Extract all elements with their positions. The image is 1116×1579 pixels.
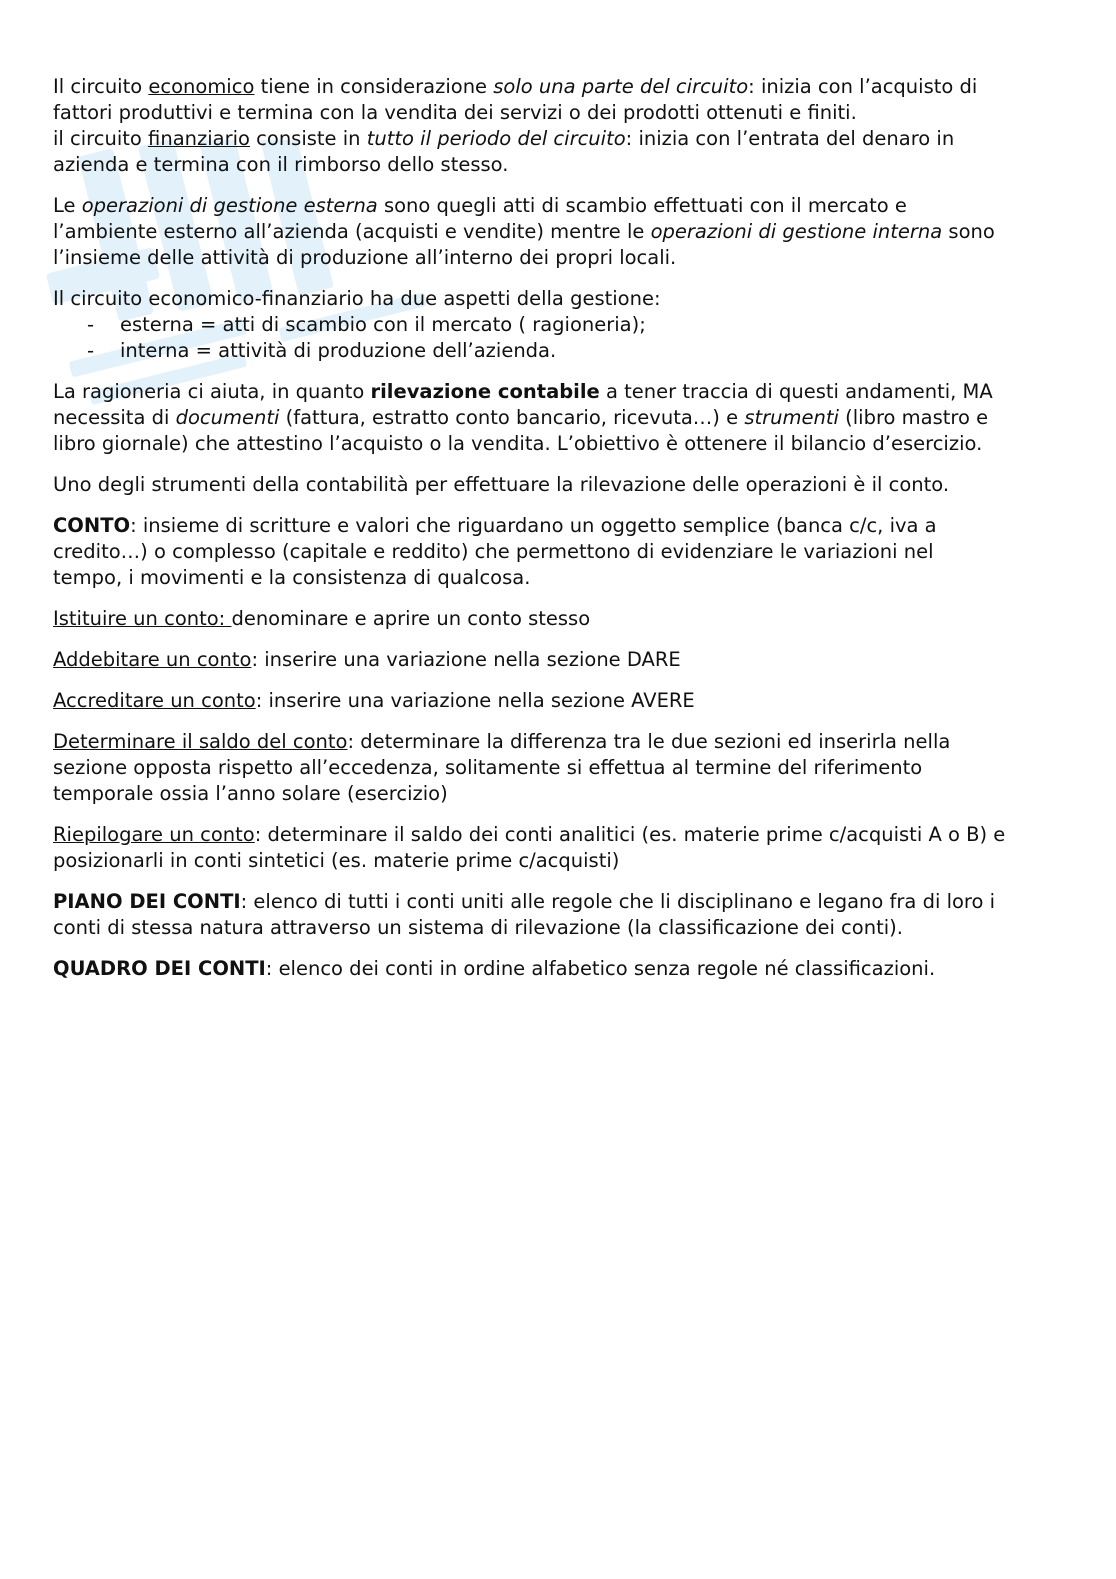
italic-phrase: tutto il periodo del circuito bbox=[366, 127, 626, 150]
text-line: l’insieme delle attività di produzione all’interno dei propri locali. bbox=[53, 246, 677, 269]
dash-bullet: - bbox=[87, 313, 95, 336]
text-line: Le operazioni di gestione esterna sono quegli atti di scambio effettuati con il mercato e bbox=[53, 194, 907, 217]
text-line: azienda e termina con il rimborso dello stesso. bbox=[53, 153, 509, 176]
text-line: necessita di documenti (fattura, estratto conto bancario, ricevuta…) e strumenti (libro mastro e bbox=[53, 406, 989, 429]
text-line: Riepilogare un conto: determinare il saldo dei conti analitici (es. materie prime c/acquisti A o B) e bbox=[53, 823, 1006, 846]
bold-term: rilevazione contabile bbox=[370, 380, 600, 403]
paragraph-piano-dei-conti bbox=[53, 889, 1065, 941]
list-item: - esterna = atti di scambio con il mercato ( ragioneria); bbox=[87, 313, 646, 336]
text-line: Accreditare un conto: inserire una variazione nella sezione AVERE bbox=[53, 689, 695, 712]
underlined-term: Determinare il saldo del conto bbox=[53, 730, 348, 753]
italic-phrase: operazioni di gestione interna bbox=[650, 220, 943, 243]
text-line: il circuito finanziario consiste in tutto il periodo del circuito: inizia con l’entrata del denaro in bbox=[53, 127, 955, 150]
paragraph-accreditare bbox=[53, 688, 1065, 714]
text-line: temporale ossia l’anno solare (esercizio) bbox=[53, 782, 448, 805]
underlined-term: Riepilogare un conto bbox=[53, 823, 255, 846]
text-line: PIANO DEI CONTI: elenco di tutti i conti uniti alle regole che li disciplinano e legano fra di loro i bbox=[53, 890, 996, 913]
text-line: Istituire un conto: denominare e aprire un conto stesso bbox=[53, 607, 591, 630]
document-body bbox=[53, 74, 1065, 997]
underlined-term: Accreditare un conto bbox=[53, 689, 256, 712]
text-line: Determinare il saldo del conto: determinare la differenza tra le due sezioni ed inserirla nella bbox=[53, 730, 951, 753]
paragraph-addebitare bbox=[53, 647, 1065, 673]
italic-phrase: operazioni di gestione esterna bbox=[81, 194, 378, 217]
dash-bullet: - bbox=[87, 339, 95, 362]
bold-term: QUADRO DEI CONTI bbox=[53, 957, 266, 980]
text-line: La ragioneria ci aiuta, in quanto rilevazione contabile a tener traccia di questi andamenti, MA bbox=[53, 380, 993, 403]
text-line: sezione opposta rispetto all’eccedenza, solitamente si effettua al termine del riferimento bbox=[53, 756, 923, 779]
paragraph-circuito bbox=[53, 74, 1065, 178]
paragraph-strumenti bbox=[53, 472, 1065, 498]
underlined-term: economico bbox=[148, 75, 255, 98]
italic-phrase: documenti bbox=[175, 406, 280, 429]
text-line: Uno degli strumenti della contabilità per effettuare la rilevazione delle operazioni è il conto. bbox=[53, 473, 950, 496]
paragraph-saldo bbox=[53, 729, 1065, 807]
text-line: fattori produttivi e termina con la vendita dei servizi o dei prodotti ottenuti e finiti. bbox=[53, 101, 857, 124]
paragraph-riepilogare bbox=[53, 822, 1065, 874]
underlined-term: Istituire un conto: bbox=[53, 607, 232, 630]
text-line: QUADRO DEI CONTI: elenco dei conti in ordine alfabetico senza regole né classificazioni. bbox=[53, 957, 936, 980]
text-line: l’ambiente esterno all’azienda (acquisti e vendite) mentre le operazioni di gestione interna sono bbox=[53, 220, 995, 243]
underlined-term: Addebitare un conto bbox=[53, 648, 252, 671]
underlined-term: finanziario bbox=[148, 127, 250, 150]
italic-phrase: solo una parte del circuito bbox=[493, 75, 749, 98]
text-line: tempo, i movimenti e la consistenza di qualcosa. bbox=[53, 566, 531, 589]
paragraph-ragioneria bbox=[53, 379, 1065, 457]
bold-term: CONTO bbox=[53, 514, 131, 537]
text-line: posizionarli in conti sintetici (es. materie prime c/acquisti) bbox=[53, 849, 620, 872]
aspetti-list bbox=[53, 312, 1065, 364]
paragraph-aspetti-intro: Il circuito economico-finanziario ha due aspetti della gestione: bbox=[53, 287, 661, 310]
text-line: CONTO: insieme di scritture e valori che riguardano un oggetto semplice (banca c/c, iva a bbox=[53, 514, 937, 537]
text-line: Addebitare un conto: inserire una variazione nella sezione DARE bbox=[53, 648, 681, 671]
paragraph-operazioni bbox=[53, 193, 1065, 271]
text-line: libro giornale) che attestino l’acquisto o la vendita. L’obiettivo è ottenere il bilancio d’esercizio. bbox=[53, 432, 983, 455]
paragraph-quadro-dei-conti bbox=[53, 956, 1065, 982]
text-line: credito…) o complesso (capitale e reddito) che permettono di evidenziare le variazioni nel bbox=[53, 540, 934, 563]
bold-term: PIANO DEI CONTI bbox=[53, 890, 241, 913]
list-item: - interna = attività di produzione dell’azienda. bbox=[87, 339, 557, 362]
text-line: conti di stessa natura attraverso un sistema di rilevazione (la classificazione dei conti). bbox=[53, 916, 903, 939]
paragraph-istituire bbox=[53, 606, 1065, 632]
text-line: Il circuito economico tiene in considerazione solo una parte del circuito: inizia con l’acquisto di bbox=[53, 75, 978, 98]
paragraph-conto-definition bbox=[53, 513, 1065, 591]
italic-phrase: strumenti bbox=[744, 406, 839, 429]
